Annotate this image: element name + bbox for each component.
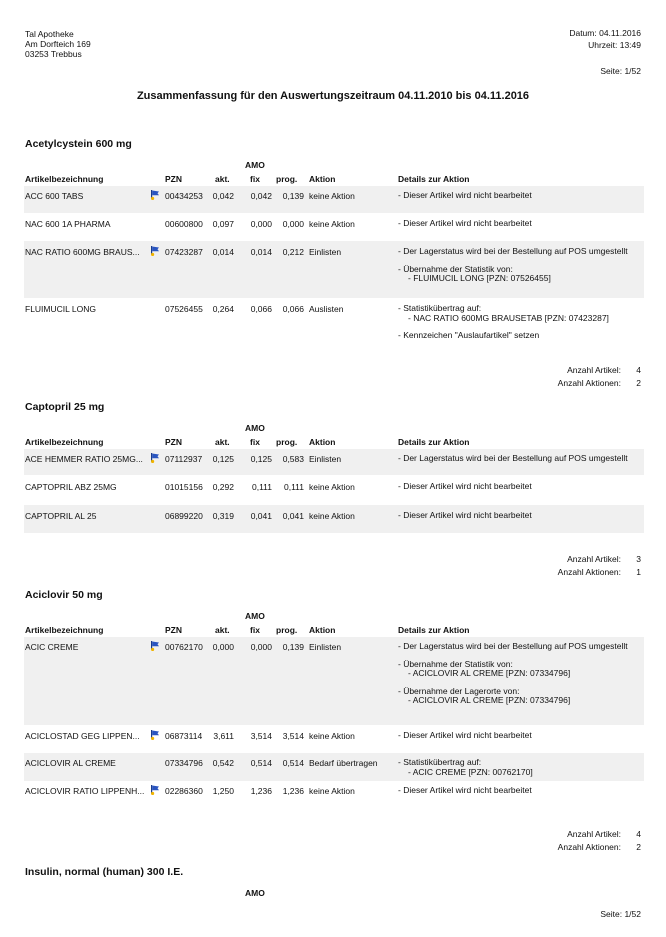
header-details: Details zur Aktion (398, 174, 470, 184)
aktion: Einlisten (309, 454, 342, 464)
pharmacy-street: Am Dorfteich 169 (25, 39, 91, 49)
table-row[interactable] (24, 186, 644, 213)
report-time: Uhrzeit: 13:49 (588, 40, 641, 50)
detail-line: - Statistikübertrag auf: (398, 303, 482, 313)
aktion: keine Aktion (309, 482, 355, 492)
prog-value: 0,514 (282, 758, 304, 768)
akt-value: 0,042 (212, 191, 234, 201)
prog-value: 0,583 (282, 454, 304, 464)
header-akt: akt. (215, 625, 230, 635)
fix-value: 0,041 (250, 511, 272, 521)
header-aktion: Aktion (309, 437, 336, 447)
pzn: 07334796 (165, 758, 203, 768)
detail-subline: - NAC RATIO 600MG BRAUSETAB [PZN: 07423287] (408, 312, 609, 323)
summary-aktionen-label: Anzahl Aktionen: (557, 377, 621, 388)
header-prog: prog. (276, 625, 298, 635)
detail-line: - Dieser Artikel wird nicht bearbeitet (398, 510, 532, 520)
aktion: Auslisten (309, 304, 344, 314)
details (398, 731, 532, 741)
fix-value: 0,125 (250, 454, 272, 464)
prog-value: 0,000 (282, 219, 304, 229)
header-pzn: PZN (165, 625, 182, 635)
group-title: Aciclovir 50 mg (25, 589, 103, 601)
flag-icon (150, 730, 160, 740)
summary-aktionen-count: 2 (636, 841, 641, 852)
summary-aktionen-label: Anzahl Aktionen: (557, 841, 621, 852)
summary-artikel-count: 3 (636, 554, 641, 564)
detail-line: - Statistikübertrag auf: (398, 757, 482, 767)
detail-line: - Dieser Artikel wird nicht bearbeitet (398, 730, 532, 740)
akt-value: 0,292 (212, 482, 234, 492)
prog-value: 1,236 (282, 786, 304, 796)
artikel-name: NAC 600 1A PHARMA (25, 219, 111, 229)
table-row[interactable] (24, 241, 644, 298)
artikel-name: ACICLOVIR RATIO LIPPENH... (25, 786, 145, 796)
detail-line: - Dieser Artikel wird nicht bearbeitet (398, 190, 532, 200)
aktion: Einlisten (309, 247, 342, 257)
flag-icon (150, 641, 160, 651)
detail-line: - Der Lagerstatus wird bei der Bestellung auf POS umgestellt (398, 641, 628, 651)
pzn: 00434253 (165, 191, 203, 201)
aktion: Bedarf übertragen (309, 758, 378, 768)
detail-subline: - ACICLOVIR AL CREME [PZN: 07334796] (408, 668, 571, 678)
header-amo: AMO (245, 888, 265, 898)
artikel-name: NAC RATIO 600MG BRAUS... (25, 247, 140, 257)
pzn: 06899220 (165, 511, 203, 521)
table-row[interactable] (24, 475, 644, 505)
detail-subline: - FLUIMUCIL LONG [PZN: 07526455] (408, 273, 551, 283)
flag-icon (150, 246, 160, 256)
artikel-name: ACIC CREME (25, 642, 79, 652)
summary-artikel-label: Anzahl Artikel: (567, 554, 621, 564)
header-artikel: Artikelbezeichnung (25, 174, 104, 184)
pzn: 01015156 (165, 482, 203, 492)
header-fix: fix (250, 625, 260, 635)
header-details: Details zur Aktion (398, 437, 470, 447)
header-akt: akt. (215, 437, 230, 447)
details (398, 511, 532, 521)
group-title: Captopril 25 mg (25, 401, 105, 413)
header-akt: akt. (215, 174, 230, 184)
header-aktion: Aktion (309, 174, 336, 184)
prog-value: 0,212 (282, 247, 304, 257)
pharmacy-address (25, 29, 91, 59)
summary-aktionen-label: Anzahl Aktionen: (557, 566, 621, 577)
artikel-name: CAPTOPRIL AL 25 (25, 511, 97, 521)
group-summary (441, 553, 641, 578)
fix-value: 0,514 (250, 758, 272, 768)
table-row[interactable] (24, 781, 644, 805)
details (398, 786, 532, 796)
fix-value: 0,000 (250, 219, 272, 229)
details (398, 758, 533, 777)
detail-line: - Übernahme der Lagerorte von: (398, 685, 520, 696)
header-prog: prog. (276, 174, 298, 184)
fix-value: 0,042 (250, 191, 272, 201)
table-row[interactable] (24, 213, 644, 241)
summary-artikel-count: 4 (636, 829, 641, 839)
detail-line: - Der Lagerstatus wird bei der Bestellung auf POS umgestellt (398, 453, 628, 463)
aktion: keine Aktion (309, 191, 355, 201)
header-artikel: Artikelbezeichnung (25, 625, 104, 635)
header-pzn: PZN (165, 174, 182, 184)
group-summary (441, 828, 641, 853)
group-title: Acetylcystein 600 mg (25, 138, 132, 150)
aktion: keine Aktion (309, 219, 355, 229)
flag-icon (150, 785, 160, 795)
summary-artikel-count: 4 (636, 365, 641, 375)
pzn: 00600800 (165, 219, 203, 229)
details (398, 191, 532, 201)
akt-value: 0,125 (212, 454, 234, 464)
header-pzn: PZN (165, 437, 182, 447)
aktion: keine Aktion (309, 511, 355, 521)
pharmacy-city: 03253 Trebbus (25, 49, 82, 59)
header-artikel: Artikelbezeichnung (25, 437, 104, 447)
details (398, 642, 628, 706)
prog-value: 3,514 (282, 731, 304, 741)
pzn: 06873114 (165, 731, 203, 741)
flag-icon (150, 190, 160, 200)
artikel-name: ACE HEMMER RATIO 25MG... (25, 454, 143, 464)
header-fix: fix (250, 174, 260, 184)
detail-subline: - ACIC CREME [PZN: 00762170] (408, 766, 533, 777)
akt-value: 3,611 (213, 731, 234, 741)
pzn: 07423287 (165, 247, 203, 257)
detail-line: - Übernahme der Statistik von: (398, 263, 513, 274)
header-prog: prog. (276, 437, 298, 447)
group-summary (441, 364, 641, 389)
header-amo: AMO (245, 611, 265, 621)
detail-line: - Dieser Artikel wird nicht bearbeitet (398, 218, 532, 228)
group-title-insulin: Insulin, normal (human) 300 I.E. (25, 866, 184, 878)
header-aktion: Aktion (309, 625, 336, 635)
header-fix: fix (250, 437, 260, 447)
detail-line: - Kennzeichen "Auslaufartikel" setzen (398, 330, 540, 340)
details (398, 219, 532, 229)
fix-value: 0,066 (250, 304, 272, 314)
akt-value: 0,319 (212, 511, 234, 521)
detail-line: - Übernahme der Statistik von: (398, 658, 513, 669)
fix-value: 1,236 (250, 786, 272, 796)
summary-artikel-label: Anzahl Artikel: (567, 365, 621, 375)
table-row[interactable] (24, 505, 644, 533)
summary-artikel-label: Anzahl Artikel: (567, 829, 621, 839)
artikel-name: ACICLOSTAD GEG LIPPEN... (25, 731, 140, 741)
report-date: Datum: 04.11.2016 (569, 28, 641, 38)
fix-value: 0,000 (250, 642, 272, 652)
page-number-bottom: Seite: 1/52 (600, 909, 641, 919)
detail-subline: - ACICLOVIR AL CREME [PZN: 07334796] (408, 695, 571, 705)
header-amo: AMO (245, 160, 265, 170)
flag-icon (150, 453, 160, 463)
table-row[interactable] (24, 449, 644, 475)
table-row[interactable] (24, 753, 644, 781)
prog-value: 0,139 (282, 191, 304, 201)
prog-value: 0,066 (282, 304, 304, 314)
prog-value: 0,139 (282, 642, 304, 652)
akt-value: 0,097 (212, 219, 234, 229)
table-row[interactable] (24, 725, 644, 753)
pharmacy-name: Tal Apotheke (25, 29, 74, 39)
details (398, 482, 532, 492)
details (398, 247, 628, 284)
header-amo: AMO (245, 423, 265, 433)
report-meta (569, 27, 641, 51)
details (398, 304, 609, 341)
akt-value: 0,264 (212, 304, 234, 314)
table-row[interactable] (24, 637, 644, 725)
akt-value: 0,000 (212, 642, 234, 652)
pzn: 07526455 (165, 304, 203, 314)
aktion: Einlisten (309, 642, 342, 652)
artikel-name: FLUIMUCIL LONG (25, 304, 97, 314)
akt-value: 1,250 (212, 786, 234, 796)
summary-aktionen-count: 2 (636, 377, 641, 388)
summary-aktionen-count: 1 (636, 566, 641, 577)
detail-line: - Dieser Artikel wird nicht bearbeitet (398, 481, 532, 491)
prog-value: 0,111 (283, 482, 304, 492)
header-details: Details zur Aktion (398, 625, 470, 635)
fix-value: 0,014 (250, 247, 272, 257)
artikel-name: ACC 600 TABS (25, 191, 84, 201)
aktion: keine Aktion (309, 731, 355, 741)
pzn: 00762170 (165, 642, 203, 652)
pzn: 02286360 (165, 786, 203, 796)
details (398, 454, 628, 464)
table-row[interactable] (24, 298, 644, 353)
report-title: Zusammenfassung für den Auswertungszeitraum 04.11.2010 bis 04.11.2016 (136, 90, 530, 102)
fix-value: 3,514 (250, 731, 272, 741)
prog-value: 0,041 (282, 511, 304, 521)
detail-line: - Dieser Artikel wird nicht bearbeitet (398, 785, 532, 795)
pzn: 07112937 (165, 454, 203, 464)
page-number-top: Seite: 1/52 (600, 66, 641, 76)
artikel-name: CAPTOPRIL ABZ 25MG (25, 482, 117, 492)
akt-value: 0,542 (212, 758, 234, 768)
aktion: keine Aktion (309, 786, 355, 796)
detail-line: - Der Lagerstatus wird bei der Bestellung auf POS umgestellt (398, 246, 628, 256)
fix-value: 0,111 (251, 482, 272, 492)
akt-value: 0,014 (212, 247, 234, 257)
artikel-name: ACICLOVIR AL CREME (25, 758, 116, 768)
